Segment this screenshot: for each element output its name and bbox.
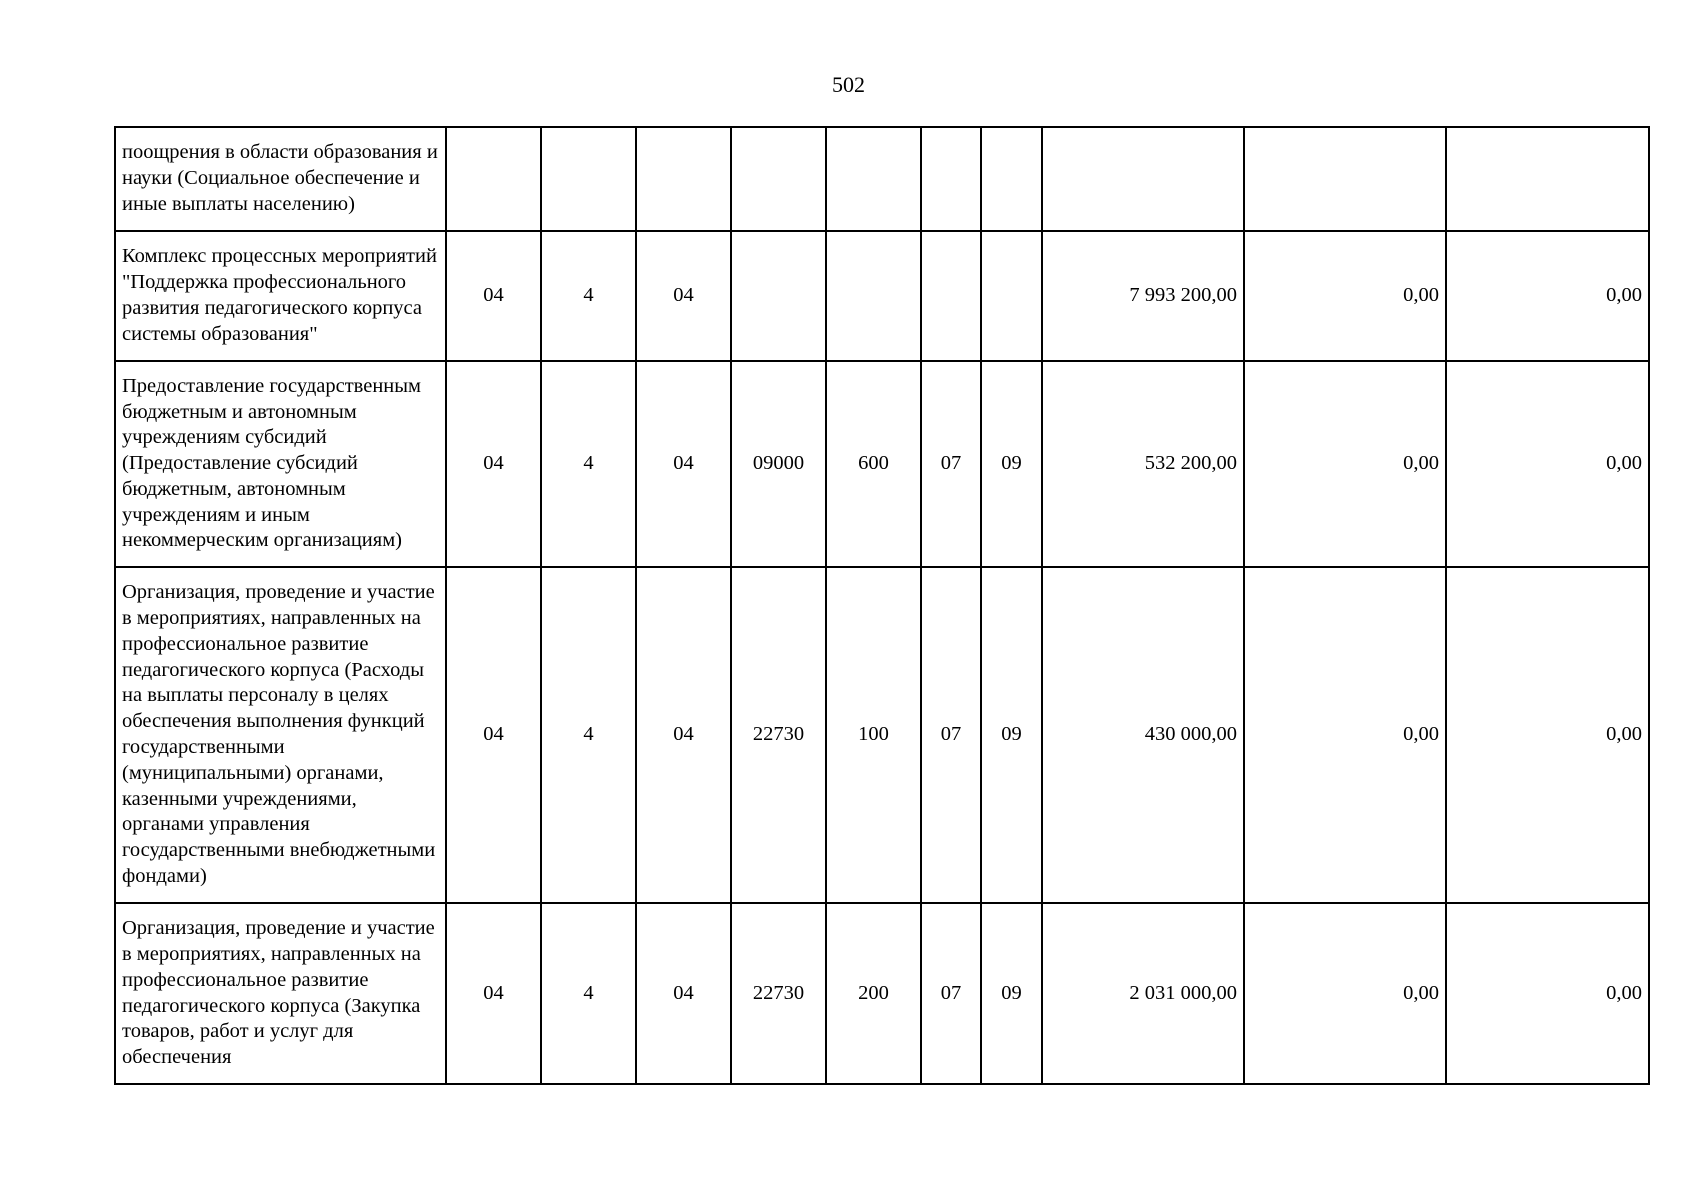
program-type-code: 4 <box>541 231 636 361</box>
amount-year-3: 0,00 <box>1446 231 1649 361</box>
program-code: 04 <box>446 903 541 1084</box>
table-row <box>115 903 1649 1084</box>
budget-table <box>114 126 1650 1085</box>
section-code: 07 <box>921 361 981 567</box>
section-code <box>921 231 981 361</box>
program-code: 04 <box>446 567 541 903</box>
section-code: 07 <box>921 903 981 1084</box>
table-row <box>115 361 1649 567</box>
subprogram-code: 04 <box>636 231 731 361</box>
amount-year-3: 0,00 <box>1446 903 1649 1084</box>
section-code <box>921 127 981 231</box>
program-code: 04 <box>446 361 541 567</box>
program-code <box>446 127 541 231</box>
amount-year-1: 7 993 200,00 <box>1042 231 1244 361</box>
expense-type-code: 200 <box>826 903 921 1084</box>
direction-code: 09000 <box>731 361 826 567</box>
expense-type-code <box>826 127 921 231</box>
amount-year-1: 430 000,00 <box>1042 567 1244 903</box>
table-row <box>115 231 1649 361</box>
direction-code: 22730 <box>731 567 826 903</box>
amount-year-2: 0,00 <box>1244 231 1446 361</box>
program-type-code: 4 <box>541 567 636 903</box>
row-name: Организация, проведение и участие в мероприятиях, направленных на профессиональное развитие педагогического корпуса (Расходы на выплаты персоналу в целях обеспечения выполнения функций государственными (муниципальными) органами, казенными учреждениями, органами управления государственными внебюджетными фондами) <box>115 567 446 903</box>
table-row <box>115 127 1649 231</box>
subsection-code: 09 <box>981 567 1042 903</box>
amount-year-3 <box>1446 127 1649 231</box>
subprogram-code: 04 <box>636 903 731 1084</box>
amount-year-3: 0,00 <box>1446 361 1649 567</box>
amount-year-2 <box>1244 127 1446 231</box>
program-type-code: 4 <box>541 361 636 567</box>
direction-code <box>731 127 826 231</box>
direction-code <box>731 231 826 361</box>
subprogram-code <box>636 127 731 231</box>
subprogram-code: 04 <box>636 361 731 567</box>
row-name: поощрения в области образования и науки (Социальное обеспечение и иные выплаты населению) <box>115 127 446 231</box>
amount-year-1 <box>1042 127 1244 231</box>
subprogram-code: 04 <box>636 567 731 903</box>
row-name: Организация, проведение и участие в мероприятиях, направленных на профессиональное развитие педагогического корпуса (Закупка товаров, работ и услуг для обеспечения <box>115 903 446 1084</box>
amount-year-1: 2 031 000,00 <box>1042 903 1244 1084</box>
subsection-code <box>981 127 1042 231</box>
table-row <box>115 567 1649 903</box>
amount-year-1: 532 200,00 <box>1042 361 1244 567</box>
amount-year-2: 0,00 <box>1244 361 1446 567</box>
amount-year-2: 0,00 <box>1244 567 1446 903</box>
program-type-code <box>541 127 636 231</box>
expense-type-code <box>826 231 921 361</box>
expense-type-code: 600 <box>826 361 921 567</box>
subsection-code <box>981 231 1042 361</box>
direction-code: 22730 <box>731 903 826 1084</box>
page-number: 502 <box>832 72 865 97</box>
amount-year-2: 0,00 <box>1244 903 1446 1084</box>
section-code: 07 <box>921 567 981 903</box>
program-code: 04 <box>446 231 541 361</box>
subsection-code: 09 <box>981 361 1042 567</box>
row-name: Комплекс процессных мероприятий "Поддержка профессионального развития педагогического корпуса системы образования" <box>115 231 446 361</box>
expense-type-code: 100 <box>826 567 921 903</box>
subsection-code: 09 <box>981 903 1042 1084</box>
row-name: Предоставление государственным бюджетным и автономным учреждениям субсидий (Предоставление субсидий бюджетным, автономным учреждениям и иным некоммерческим организациям) <box>115 361 446 567</box>
program-type-code: 4 <box>541 903 636 1084</box>
amount-year-3: 0,00 <box>1446 567 1649 903</box>
